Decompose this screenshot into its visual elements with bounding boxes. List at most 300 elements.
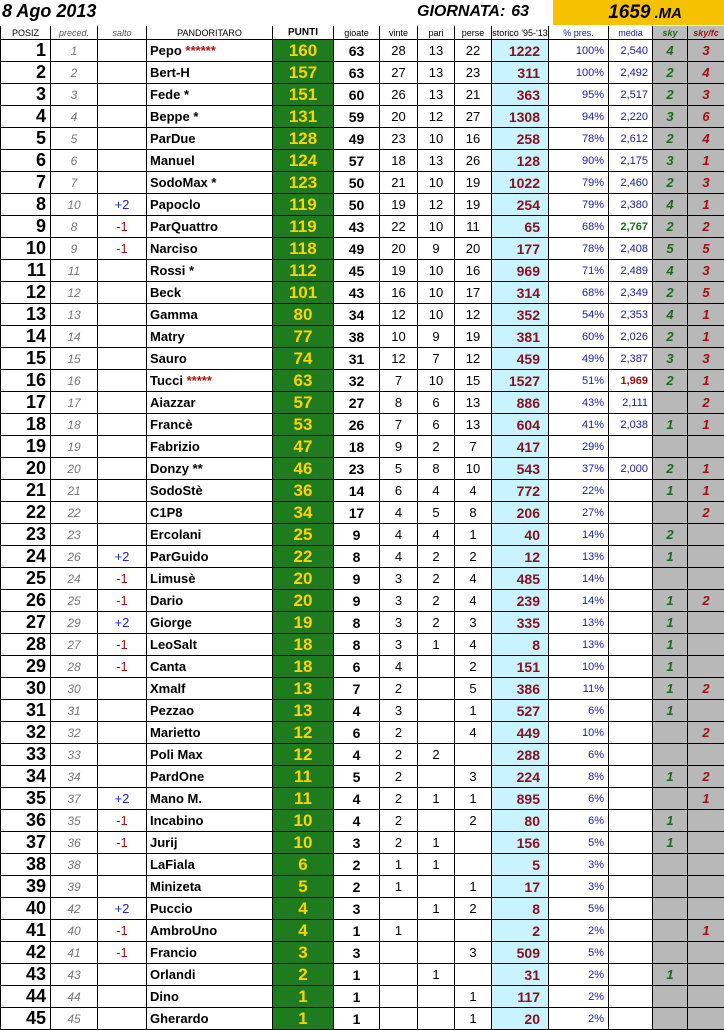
cell-previous: 28 xyxy=(51,656,98,678)
cell-lost: 13 xyxy=(455,414,492,436)
cell-presence: 27% xyxy=(549,502,609,524)
cell-average: 2,767 xyxy=(609,216,653,238)
cell-lost: 17 xyxy=(455,282,492,304)
cell-average: 2,489 xyxy=(609,260,653,282)
cell-drawn: 10 xyxy=(418,128,455,150)
cell-presence: 94% xyxy=(549,106,609,128)
table-row xyxy=(1,216,724,238)
col-salto: salto xyxy=(98,26,147,40)
cell-presence: 8% xyxy=(549,766,609,788)
cell-jump xyxy=(98,172,147,194)
cell-history: 485 xyxy=(492,568,549,590)
cell-previous: 4 xyxy=(51,106,98,128)
cell-position: 19 xyxy=(1,436,51,458)
cell-history: 117 xyxy=(492,986,549,1008)
cell-played: 4 xyxy=(334,810,380,832)
cell-average: 1,969 xyxy=(609,370,653,392)
cell-position: 40 xyxy=(1,898,51,920)
cell-drawn: 7 xyxy=(418,348,455,370)
cell-sky: 2 xyxy=(653,458,688,480)
cell-played: 2 xyxy=(334,854,380,876)
table-row xyxy=(1,942,724,964)
cell-jump: -1 xyxy=(98,810,147,832)
table-row xyxy=(1,854,724,876)
cell-sky xyxy=(653,898,688,920)
cell-average: 2,492 xyxy=(609,62,653,84)
cell-previous: 32 xyxy=(51,722,98,744)
cell-name xyxy=(147,524,273,546)
cell-position: 18 xyxy=(1,414,51,436)
cell-jump: -1 xyxy=(98,920,147,942)
cell-previous: 29 xyxy=(51,612,98,634)
player-name: Francio xyxy=(150,945,197,960)
cell-sky: 1 xyxy=(653,612,688,634)
cell-sky: 4 xyxy=(653,194,688,216)
cell-points: 118 xyxy=(273,238,334,260)
cell-jump xyxy=(98,106,147,128)
cell-won xyxy=(380,986,418,1008)
cell-presence: 14% xyxy=(549,524,609,546)
table-row xyxy=(1,920,724,942)
player-stars: ***** xyxy=(187,373,212,388)
cell-points: 123 xyxy=(273,172,334,194)
cell-points: 157 xyxy=(273,62,334,84)
cell-sky xyxy=(653,920,688,942)
cell-jump xyxy=(98,84,147,106)
player-stars: ****** xyxy=(185,43,215,58)
cell-jump xyxy=(98,128,147,150)
cell-drawn: 9 xyxy=(418,326,455,348)
cell-sky: 2 xyxy=(653,370,688,392)
cell-jump: -1 xyxy=(98,634,147,656)
cell-history: 381 xyxy=(492,326,549,348)
cell-position: 4 xyxy=(1,106,51,128)
cell-history: 177 xyxy=(492,238,549,260)
header-row xyxy=(1,26,724,40)
cell-sky: 3 xyxy=(653,150,688,172)
cell-name xyxy=(147,788,273,810)
cell-name xyxy=(147,634,273,656)
cell-played: 8 xyxy=(334,634,380,656)
cell-points: 131 xyxy=(273,106,334,128)
cell-lost: 1 xyxy=(455,986,492,1008)
cell-drawn: 1 xyxy=(418,832,455,854)
cell-position: 38 xyxy=(1,854,51,876)
cell-drawn: 10 xyxy=(418,260,455,282)
cell-points: 1 xyxy=(273,1008,334,1030)
player-name: AmbroUno xyxy=(150,923,217,938)
cell-skyfc: 1 xyxy=(688,370,724,392)
cell-previous: 38 xyxy=(51,854,98,876)
cell-drawn: 6 xyxy=(418,414,455,436)
date-label: 8 Ago 2013 xyxy=(2,1,96,22)
cell-jump: -1 xyxy=(98,238,147,260)
table-row xyxy=(1,238,724,260)
cell-position: 28 xyxy=(1,634,51,656)
cell-position: 5 xyxy=(1,128,51,150)
cell-skyfc: 2 xyxy=(688,502,724,524)
cell-jump: +2 xyxy=(98,546,147,568)
cell-won: 3 xyxy=(380,700,418,722)
player-name: PardOne xyxy=(150,769,204,784)
cell-points: 4 xyxy=(273,898,334,920)
cell-presence: 41% xyxy=(549,414,609,436)
cell-jump: +2 xyxy=(98,194,147,216)
cell-previous: 37 xyxy=(51,788,98,810)
cell-points: 119 xyxy=(273,194,334,216)
cell-drawn: 12 xyxy=(418,106,455,128)
cell-sky: 2 xyxy=(653,84,688,106)
cell-skyfc: 1 xyxy=(688,194,724,216)
cell-jump xyxy=(98,854,147,876)
cell-history: 604 xyxy=(492,414,549,436)
col-perse: perse xyxy=(455,26,492,40)
cell-previous: 25 xyxy=(51,590,98,612)
cell-position: 30 xyxy=(1,678,51,700)
cell-won: 1 xyxy=(380,920,418,942)
cell-average xyxy=(609,612,653,634)
cell-points: 63 xyxy=(273,370,334,392)
cell-sky xyxy=(653,744,688,766)
cell-average xyxy=(609,722,653,744)
cell-previous: 5 xyxy=(51,128,98,150)
cell-won: 23 xyxy=(380,128,418,150)
cell-presence: 14% xyxy=(549,568,609,590)
cell-drawn: 10 xyxy=(418,304,455,326)
cell-jump xyxy=(98,348,147,370)
cell-sky: 5 xyxy=(653,238,688,260)
cell-history: 288 xyxy=(492,744,549,766)
cell-drawn: 1 xyxy=(418,634,455,656)
cell-sky: 3 xyxy=(653,106,688,128)
cell-skyfc: 1 xyxy=(688,480,724,502)
cell-played: 31 xyxy=(334,348,380,370)
cell-average: 2,000 xyxy=(609,458,653,480)
cell-won: 28 xyxy=(380,40,418,62)
cell-sky: 4 xyxy=(653,304,688,326)
cell-skyfc xyxy=(688,854,724,876)
cell-played: 27 xyxy=(334,392,380,414)
cell-points: 10 xyxy=(273,810,334,832)
cell-drawn: 8 xyxy=(418,458,455,480)
cell-drawn: 4 xyxy=(418,524,455,546)
cell-played: 4 xyxy=(334,788,380,810)
cell-position: 32 xyxy=(1,722,51,744)
cell-position: 42 xyxy=(1,942,51,964)
table-row xyxy=(1,502,724,524)
giornata-heading xyxy=(417,3,529,21)
cell-average: 2,038 xyxy=(609,414,653,436)
cell-points: 80 xyxy=(273,304,334,326)
cell-points: 57 xyxy=(273,392,334,414)
player-name: Dario xyxy=(150,593,183,608)
cell-average xyxy=(609,502,653,524)
cell-position: 22 xyxy=(1,502,51,524)
cell-presence: 10% xyxy=(549,656,609,678)
cell-drawn: 2 xyxy=(418,590,455,612)
cell-points: 2 xyxy=(273,964,334,986)
cell-skyfc: 1 xyxy=(688,150,724,172)
cell-won: 9 xyxy=(380,436,418,458)
player-name: Xmalf xyxy=(150,681,185,696)
table-row xyxy=(1,458,724,480)
cell-position: 12 xyxy=(1,282,51,304)
cell-sky: 2 xyxy=(653,62,688,84)
cell-skyfc xyxy=(688,634,724,656)
player-name: SodoMax * xyxy=(150,175,216,190)
col-punti: PUNTI xyxy=(273,26,334,40)
cell-history: 151 xyxy=(492,656,549,678)
cell-average xyxy=(609,436,653,458)
cell-points: 18 xyxy=(273,634,334,656)
cell-presence: 6% xyxy=(549,700,609,722)
cell-presence: 78% xyxy=(549,128,609,150)
cell-history: 65 xyxy=(492,216,549,238)
cell-skyfc: 3 xyxy=(688,260,724,282)
cell-presence: 6% xyxy=(549,810,609,832)
cell-average: 2,387 xyxy=(609,348,653,370)
cell-position: 45 xyxy=(1,1008,51,1030)
cell-history: 40 xyxy=(492,524,549,546)
cell-name xyxy=(147,172,273,194)
cell-lost: 13 xyxy=(455,392,492,414)
cell-previous: 9 xyxy=(51,238,98,260)
cell-lost: 12 xyxy=(455,304,492,326)
cell-history: 459 xyxy=(492,348,549,370)
cell-sky xyxy=(653,986,688,1008)
player-name: Beppe * xyxy=(150,109,198,124)
player-name: Gamma xyxy=(150,307,198,322)
cell-lost: 7 xyxy=(455,436,492,458)
cell-position: 13 xyxy=(1,304,51,326)
cell-points: 101 xyxy=(273,282,334,304)
cell-previous: 10 xyxy=(51,194,98,216)
cell-presence: 2% xyxy=(549,920,609,942)
cell-average xyxy=(609,788,653,810)
cell-position: 33 xyxy=(1,744,51,766)
cell-won: 4 xyxy=(380,656,418,678)
cell-name xyxy=(147,392,273,414)
table-row xyxy=(1,282,724,304)
cell-position: 29 xyxy=(1,656,51,678)
cell-drawn xyxy=(418,876,455,898)
cell-history: 449 xyxy=(492,722,549,744)
table-row xyxy=(1,304,724,326)
cell-previous: 12 xyxy=(51,282,98,304)
cell-position: 10 xyxy=(1,238,51,260)
table-row xyxy=(1,392,724,414)
cell-won: 4 xyxy=(380,524,418,546)
cell-position: 6 xyxy=(1,150,51,172)
cell-played: 32 xyxy=(334,370,380,392)
player-name: Limusè xyxy=(150,571,196,586)
cell-position: 20 xyxy=(1,458,51,480)
player-name: Sauro xyxy=(150,351,187,366)
cell-sky xyxy=(653,854,688,876)
cell-points: 18 xyxy=(273,656,334,678)
cell-played: 3 xyxy=(334,942,380,964)
cell-drawn xyxy=(418,678,455,700)
cell-name xyxy=(147,480,273,502)
cell-average xyxy=(609,854,653,876)
cell-history: 363 xyxy=(492,84,549,106)
cell-jump xyxy=(98,436,147,458)
cell-name xyxy=(147,216,273,238)
cell-won: 18 xyxy=(380,150,418,172)
cell-average xyxy=(609,590,653,612)
cell-won: 6 xyxy=(380,480,418,502)
cell-name xyxy=(147,194,273,216)
cell-points: 11 xyxy=(273,788,334,810)
cell-played: 34 xyxy=(334,304,380,326)
cell-name xyxy=(147,260,273,282)
cell-played: 4 xyxy=(334,700,380,722)
player-name: Rossi * xyxy=(150,263,194,278)
cell-average: 2,353 xyxy=(609,304,653,326)
cell-history: 156 xyxy=(492,832,549,854)
cell-skyfc xyxy=(688,700,724,722)
cell-played: 1 xyxy=(334,986,380,1008)
player-name: LaFiala xyxy=(150,857,195,872)
cell-name xyxy=(147,238,273,260)
cell-played: 6 xyxy=(334,722,380,744)
cell-average: 2,111 xyxy=(609,392,653,414)
cell-sky: 4 xyxy=(653,260,688,282)
cell-lost: 15 xyxy=(455,370,492,392)
cell-won xyxy=(380,964,418,986)
cell-sky xyxy=(653,568,688,590)
cell-drawn: 2 xyxy=(418,744,455,766)
cell-name xyxy=(147,766,273,788)
cell-won: 2 xyxy=(380,678,418,700)
cell-presence: 29% xyxy=(549,436,609,458)
cell-sky: 2 xyxy=(653,282,688,304)
cell-history: 8 xyxy=(492,898,549,920)
col-pari: pari xyxy=(418,26,455,40)
cell-played: 43 xyxy=(334,216,380,238)
cell-skyfc: 2 xyxy=(688,678,724,700)
cell-name xyxy=(147,370,273,392)
player-name: Minizeta xyxy=(150,879,201,894)
cell-name xyxy=(147,568,273,590)
cell-won: 2 xyxy=(380,744,418,766)
cell-jump xyxy=(98,502,147,524)
cell-lost: 2 xyxy=(455,810,492,832)
cell-jump xyxy=(98,62,147,84)
player-name: Ercolani xyxy=(150,527,201,542)
cell-average xyxy=(609,876,653,898)
player-name: Giorge xyxy=(150,615,192,630)
table-row xyxy=(1,656,724,678)
cell-points: 12 xyxy=(273,722,334,744)
cell-played: 3 xyxy=(334,832,380,854)
cell-points: 124 xyxy=(273,150,334,172)
cell-jump: +2 xyxy=(98,898,147,920)
cell-presence: 43% xyxy=(549,392,609,414)
cell-played: 9 xyxy=(334,568,380,590)
cell-name xyxy=(147,986,273,1008)
cell-history: 1222 xyxy=(492,40,549,62)
col-giocate: gioate xyxy=(334,26,380,40)
cell-played: 17 xyxy=(334,502,380,524)
col-preced: preced. xyxy=(51,26,98,40)
cell-name xyxy=(147,304,273,326)
cell-position: 36 xyxy=(1,810,51,832)
cell-previous: 11 xyxy=(51,260,98,282)
cell-previous: 41 xyxy=(51,942,98,964)
cell-played: 50 xyxy=(334,194,380,216)
cell-history: 80 xyxy=(492,810,549,832)
player-name: Fabrizio xyxy=(150,439,200,454)
cell-drawn: 1 xyxy=(418,964,455,986)
cell-presence: 3% xyxy=(549,854,609,876)
cell-name xyxy=(147,414,273,436)
player-name: Marietto xyxy=(150,725,201,740)
cell-position: 14 xyxy=(1,326,51,348)
cell-won xyxy=(380,898,418,920)
cell-drawn xyxy=(418,1008,455,1030)
cell-history: 239 xyxy=(492,590,549,612)
cell-points: 119 xyxy=(273,216,334,238)
player-name: Papoclo xyxy=(150,197,201,212)
cell-position: 37 xyxy=(1,832,51,854)
cell-lost: 16 xyxy=(455,260,492,282)
cell-history: 20 xyxy=(492,1008,549,1030)
cell-points: 151 xyxy=(273,84,334,106)
player-name: Pezzao xyxy=(150,703,194,718)
cell-lost: 8 xyxy=(455,502,492,524)
cell-presence: 100% xyxy=(549,62,609,84)
cell-previous: 2 xyxy=(51,62,98,84)
cell-jump xyxy=(98,700,147,722)
player-name: Puccio xyxy=(150,901,193,916)
cell-lost: 10 xyxy=(455,458,492,480)
cell-points: 34 xyxy=(273,502,334,524)
cell-skyfc xyxy=(688,876,724,898)
cell-lost: 11 xyxy=(455,216,492,238)
cell-won xyxy=(380,1008,418,1030)
cell-drawn: 2 xyxy=(418,612,455,634)
player-name: C1P8 xyxy=(150,505,183,520)
col-sky: sky xyxy=(653,26,688,40)
cell-skyfc xyxy=(688,1008,724,1030)
cell-lost: 1 xyxy=(455,788,492,810)
cell-jump xyxy=(98,370,147,392)
table-row xyxy=(1,348,724,370)
cell-average: 2,026 xyxy=(609,326,653,348)
table-row xyxy=(1,436,724,458)
cell-presence: 37% xyxy=(549,458,609,480)
cell-skyfc xyxy=(688,964,724,986)
cell-average xyxy=(609,480,653,502)
cell-won: 12 xyxy=(380,304,418,326)
cell-previous: 40 xyxy=(51,920,98,942)
cell-skyfc: 1 xyxy=(688,326,724,348)
cell-skyfc: 2 xyxy=(688,590,724,612)
cell-sky: 2 xyxy=(653,172,688,194)
cell-history: 417 xyxy=(492,436,549,458)
table-row xyxy=(1,612,724,634)
cell-average xyxy=(609,744,653,766)
player-name: Donzy ** xyxy=(150,461,203,476)
cell-skyfc: 4 xyxy=(688,62,724,84)
cell-history: 8 xyxy=(492,634,549,656)
cell-average xyxy=(609,766,653,788)
cell-drawn: 10 xyxy=(418,282,455,304)
cell-lost: 4 xyxy=(455,480,492,502)
cell-played: 49 xyxy=(334,128,380,150)
table-row xyxy=(1,40,724,62)
